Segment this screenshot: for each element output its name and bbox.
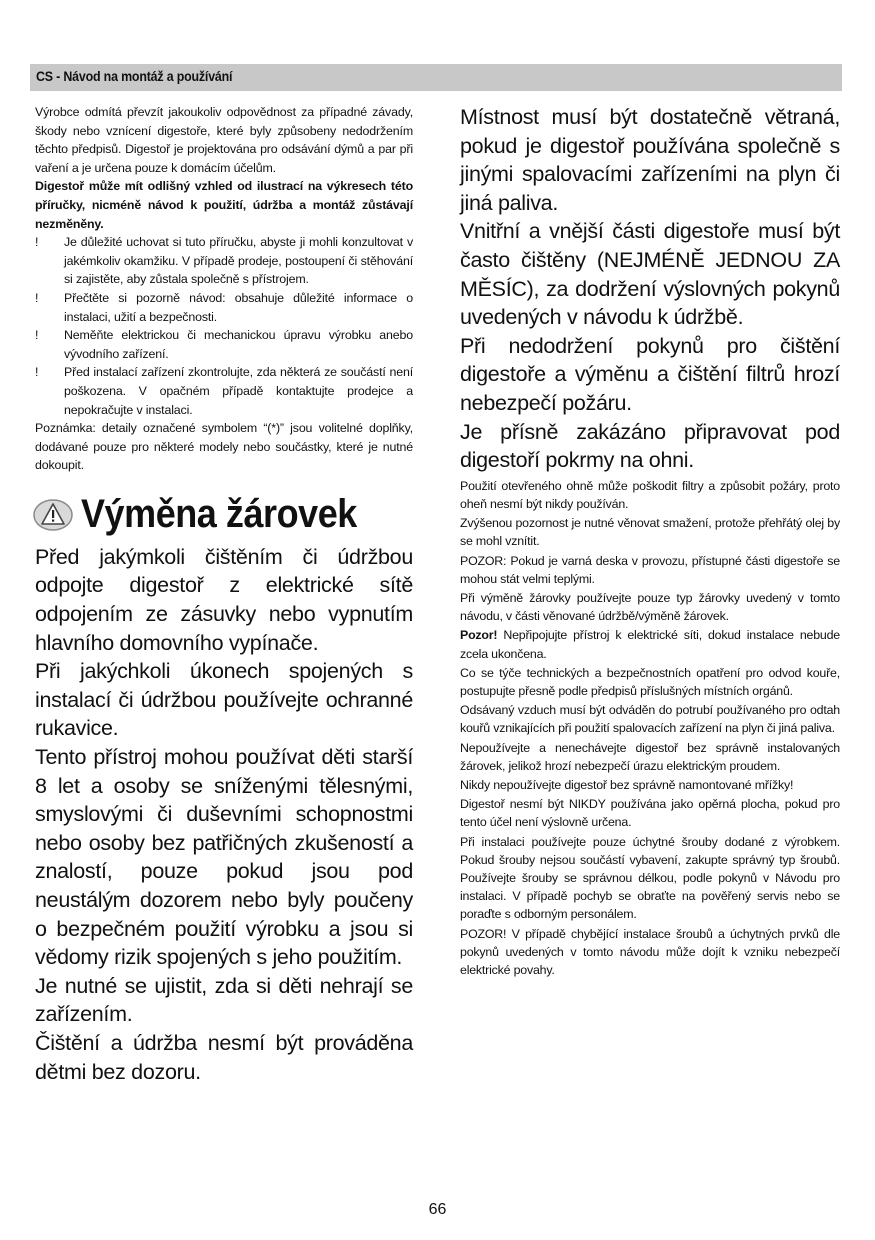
paragraph: Nepoužívejte a nenechávejte digestoř bez správně instalovaných žárovek, jelikož hrozí nebezpečí úrazu elektrickým proudem. [460,740,840,773]
paragraph: Je přísně zakázáno připravovat pod digestoří pokrmy na ohni. [460,419,840,473]
paragraph: Před jakýmkoli čištěním či údržbou odpojte digestoř z elektrické sítě odpojením ze zásuvky nebo vypnutím hlavního domovního vypínače. [35,544,413,655]
paragraph: Odsávaný vzduch musí být odváděn do potrubí používaného pro odtah kouřů vznikajících při použití spalovacích zařízení na plyn či jiná paliva. [460,703,840,736]
list-item [35,289,413,326]
exclamation-mark: ! [35,365,39,380]
paragraph: Čištění a údržba nesmí být prováděna dětmi bez dozoru. [35,1030,413,1084]
list-item [35,363,413,419]
bullet-text: Před instalací zařízení zkontrolujte, zda některá ze součástí není poškozena. V opačném případě kontaktujte prodejce a nepokračujte v instalaci. [64,365,413,417]
exclamation-mark: ! [35,235,39,250]
section-title: Výměna žárovek [81,492,357,537]
paragraph: POZOR! V případě chybějící instalace šroubů a úchytných prvků dle pokynů uvedených v tomto návodu může dojít k vzniku nebezpečí elektrické povahy. [460,926,840,977]
page-number: 66 [428,1201,447,1218]
bullet-text: Neměňte elektrickou či mechanickou úpravu výrobku anebo vývodního zařízení. [64,328,413,361]
paragraph: Digestoř nesmí být NIKDY používána jako opěrná plocha, pokud pro tento účel není výslovně určena. [460,797,840,830]
optional-parts-note: Poznámka: detaily označené symbolem “(*)” jsou volitelné doplňky, dodávané pouze pro některé modely nebo součástky, které je nutné dokoupit. [35,421,413,473]
intro-paragraph: Výrobce odmítá převzít jakoukoliv odpovědnost za případné závady, škody nebo vznícení digestoře, které byly způsobeny nedodržením těchto předpisů. Digestoř je projektována pro odsávání dýmů a par při vaření a je určena pouze k domácím účelům. [35,105,413,175]
paragraph: Místnost musí být dostatečně větraná, pokud je digestoř používána společně s jinými spalovacími zařízeními na plyn či jiná paliva. [460,105,840,215]
bold-note: Digestoř může mít odlišný vzhled od ilustrací na výkresech této příručky, nicméně návod k použití, údržba a montáž zůstávají nezměněny. [35,179,413,231]
ventilation-warnings [460,103,840,475]
lamp-replacement-text [35,543,413,1086]
section-header-bar [30,64,842,91]
right-column [460,103,840,980]
bullet-text: Přečtěte si pozorně návod: obsahuje důležité informace o instalaci, užití a bezpečnosti. [64,290,413,324]
paragraph: Vnitřní a vnější části digestoře musí být často čištěny (NEJMÉNĚ JEDNOU ZA MĚSÍC), za dodržení výslovných pokynů uvedených v návodu k údržbě. [460,219,840,330]
paragraph: Použití otevřeného ohně může poškodit filtry a způsobit požáry, proto oheň nesmí být nikdy používán. [460,478,840,511]
list-item [35,233,413,289]
paragraph: Zvýšenou pozornost je nutné věnovat smažení, protože přehřátý olej by se mohl vznítit. [460,516,840,549]
paragraph: Při výměně žárovky používejte pouze typ žárovky uvedený v tomto návodu, v části věnované údržbě/výměně žárovek. [460,590,840,624]
paragraph [460,626,840,662]
paragraph: Je nutné se ujistit, zda si děti nehrají se zařízením. [35,973,413,1027]
paragraph-text: Nepřipojujte přístroj k elektrické síti, dokud instalace nebude zcela ukončena. [460,628,840,661]
bullet-text: Je důležité uchovat si tuto příručku, abyste ji mohli konzultovat v jakémkoliv okamžiku. V případě prodeje, postoupení či stěhování si zajistěte, aby zůstala společně s přístrojem. [64,235,413,287]
header-title: CS - Návod na montáž a používání [36,69,233,84]
paragraph: Tento přístroj mohou používat děti starší 8 let a osoby se sníženými tělesnými, smyslovými či duševními schopnostmi nebo osoby bez patřičných zkušeností a znalostí, pouze pokud jsou pod neustálým dozorem nebo byly poučeny o bezpečném použití výrobku a jsou si vědomy rizik spojených s jeho použitím. [35,745,413,970]
paragraph: POZOR: Pokud je varná deska v provozu, přístupné části digestoře se mohou stát velmi teplými. [460,553,840,586]
list-item [35,326,413,363]
paragraph: Při nedodržení pokynů pro čištění digestoře a výměnu a čištění filtrů hrozí nebezpečí požáru. [460,333,840,415]
safety-notes [460,477,840,979]
paragraph: Co se týče technických a bezpečnostních opatření pro odvod kouře, postupujte přesně podle předpisů příslušných místních orgánů. [460,665,840,698]
safety-bullet-list [35,233,413,419]
exclamation-mark: ! [35,328,39,343]
paragraph: Nikdy nepoužívejte digestoř bez správně namontované mřížky! [460,777,794,792]
paragraph: Při jakýchkoli úkonech spojených s instalací či údržbou používejte ochranné rukavice. [35,659,413,741]
exclamation-mark: ! [35,290,39,305]
warning-triangle-icon [33,498,73,532]
section-heading [35,489,413,541]
left-column [35,103,413,1086]
paragraph: Při instalaci používejte pouze úchytné šrouby dodané z výrobkem. Pokud šrouby nejsou součástí vybavení, zakupte správný typ šroubů. Používejte šrouby se správnou délkou, podle pokynů v Návodu pro instalaci. V případě pochyb se obraťte na pověřený servis nebo se poraďte s odborným personálem. [460,834,840,922]
pozor-lead: Pozor! [460,628,498,643]
